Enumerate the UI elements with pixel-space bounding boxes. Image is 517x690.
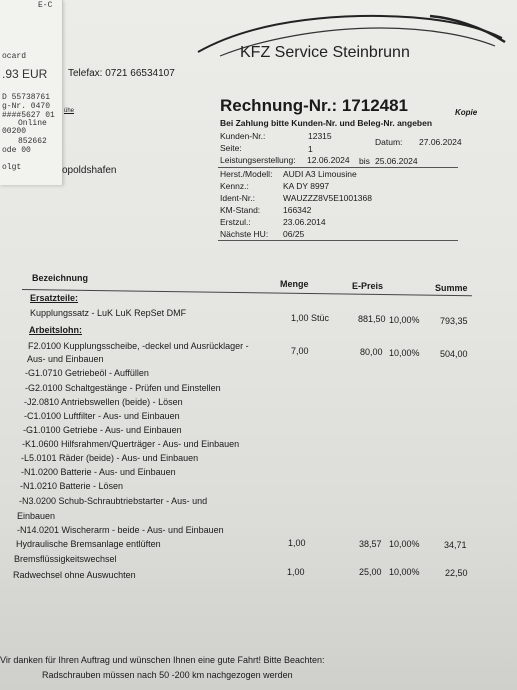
date-label: Datum: bbox=[375, 137, 403, 147]
customer-number-label: Kunden-Nr.: bbox=[220, 131, 266, 141]
labor-detail-line: -J2.0810 Antriebswellen (beide) - Lösen bbox=[24, 397, 183, 407]
receipt-line: 852662 bbox=[18, 137, 47, 146]
divider bbox=[218, 167, 458, 168]
line-item-quantity: 1,00 Stüc bbox=[291, 313, 330, 323]
invoice-date: 27.06.2024 bbox=[419, 137, 462, 147]
labor-detail-line: Einbauen bbox=[17, 511, 56, 521]
line-item-description: Bremsflüssigkeitswechsel bbox=[14, 554, 117, 564]
divider bbox=[218, 240, 458, 241]
footer-note: Radschrauben müssen nach 50 -200 km nachgezogen werden bbox=[42, 670, 293, 680]
line-item-description: Radwechsel ohne Auswuchten bbox=[13, 570, 136, 580]
line-item-quantity: 1,00 bbox=[288, 538, 306, 548]
address-street: opoldshafen bbox=[62, 165, 117, 176]
labor-detail-line: -K1.0600 Hilfsrahmen/Querträger - Aus- und Einbauen bbox=[22, 439, 240, 449]
line-item-quantity: 1,00 bbox=[287, 567, 305, 577]
registration-label: Erstzul.: bbox=[220, 217, 251, 227]
col-header-quantity: Menge bbox=[280, 279, 309, 289]
receipt-amount: .93 EUR bbox=[2, 67, 48, 81]
mileage-label: KM-Stand: bbox=[220, 205, 261, 215]
receipt-line: ocard bbox=[2, 52, 27, 61]
vin-label: Ident-Nr.: bbox=[220, 193, 255, 203]
labor-detail-line: -G1.0100 Getriebe - Aus- und Einbauen bbox=[23, 425, 182, 435]
line-item-total: 504,00 bbox=[440, 349, 468, 359]
receipt-side-label: ühe bbox=[64, 108, 75, 114]
line-item-total: 22,50 bbox=[445, 568, 468, 578]
line-item-total: 793,35 bbox=[440, 316, 468, 326]
receipt-line: ####5627 01 bbox=[2, 111, 55, 120]
line-item-unit-price: 881,50 bbox=[358, 314, 386, 324]
line-item-tax: 10,00% bbox=[389, 348, 420, 358]
line-item-description: Hydraulische Bremsanlage entlüften bbox=[16, 539, 161, 549]
receipt-line: Online bbox=[18, 119, 47, 128]
inspection-date: 06/25 bbox=[283, 229, 305, 239]
labor-detail-line: -N3.0200 Schub-Schraubtriebstarter - Aus- und bbox=[19, 496, 208, 506]
line-item-tax: 10,00% bbox=[389, 539, 420, 549]
labor-detail-line: -G2.0100 Schaltgestänge - Prüfen und Einstellen bbox=[25, 383, 221, 393]
line-item-quantity: 7,00 bbox=[291, 346, 309, 356]
col-header-unit-price: E-Preis bbox=[352, 281, 384, 291]
invoice-number: Rechnung-Nr.: 1712481 bbox=[220, 96, 409, 115]
labor-detail-line: -G1.0710 Getriebeöl - Auffüllen bbox=[25, 368, 149, 378]
payment-notice: Bei Zahlung bitte Kunden-Nr. und Beleg-Nr. angeben bbox=[220, 118, 433, 128]
receipt-line: D 55738761 bbox=[2, 93, 51, 102]
copy-label: Kopie bbox=[455, 108, 478, 117]
receipt-line: olgt bbox=[2, 163, 22, 172]
inspection-label: Nächste HU: bbox=[220, 229, 269, 239]
line-item-tax: 10,00% bbox=[389, 567, 420, 577]
line-item-unit-price: 25,00 bbox=[359, 567, 382, 577]
labor-detail-line: -C1.0100 Luftfilter - Aus- und Einbauen bbox=[24, 411, 180, 421]
service-bis: bis bbox=[359, 156, 370, 166]
divider bbox=[22, 289, 472, 296]
line-item-description: F2.0100 Kupplungsscheibe, -deckel und Ausrücklager - bbox=[28, 341, 249, 351]
company-name: KFZ Service Steinbrunn bbox=[240, 44, 410, 61]
service-period-label: Leistungserstellung: bbox=[220, 155, 296, 165]
fax-number: Telefax: 0721 66534107 bbox=[68, 68, 175, 79]
page-label: Seite: bbox=[220, 143, 242, 153]
receipt-line: g-Nr. 0470 bbox=[2, 102, 51, 111]
line-item-unit-price: 38,57 bbox=[359, 539, 382, 549]
col-header-description: Bezeichnung bbox=[32, 273, 89, 283]
line-item-description: Kupplungssatz - LuK LuK RepSet DMF bbox=[30, 308, 187, 318]
receipt-line: E-C bbox=[38, 1, 53, 10]
card-receipt bbox=[0, 0, 63, 185]
col-header-total: Summe bbox=[435, 283, 468, 293]
vehicle-model: AUDI A3 Limousine bbox=[283, 169, 357, 179]
service-from: 12.06.2024 bbox=[307, 155, 350, 165]
line-item-total: 34,71 bbox=[444, 540, 467, 550]
vehicle-model-label: Herst./Modell: bbox=[220, 169, 273, 179]
labor-detail-line: -N1.0200 Batterie - Aus- und Einbauen bbox=[21, 467, 176, 477]
line-item-unit-price: 80,00 bbox=[360, 347, 383, 357]
labor-detail-line: -N1.0210 Batterie - Lösen bbox=[20, 481, 124, 491]
labor-detail-line: -N14.0201 Wischerarm - beide - Aus- und Einbauen bbox=[17, 525, 224, 535]
line-item-tax: 10,00% bbox=[389, 315, 420, 325]
page-number: 1 bbox=[308, 144, 313, 154]
receipt-line: 00200 bbox=[2, 127, 27, 136]
section-parts: Ersatzteile: bbox=[30, 293, 79, 303]
service-to: 25.06.2024 bbox=[375, 156, 418, 166]
plate-label: Kennz.: bbox=[220, 181, 249, 191]
receipt-line: ode 00 bbox=[2, 146, 31, 155]
vin-value: WAUZZZ8V5E1001368 bbox=[283, 193, 372, 203]
mileage-value: 166342 bbox=[283, 205, 312, 215]
plate-number: KA DY 8997 bbox=[283, 181, 330, 191]
labor-detail-line: Aus- und Einbauen bbox=[27, 354, 104, 364]
customer-number: 12315 bbox=[308, 131, 332, 141]
registration-date: 23.06.2014 bbox=[283, 217, 326, 227]
labor-detail-line: -L5.0101 Räder (beide) - Aus- und Einbauen bbox=[21, 453, 199, 463]
footer-thanks: Vir danken für Ihren Auftrag und wünschen Ihnen eine gute Fahrt! Bitte Beachten: bbox=[0, 655, 325, 665]
section-labor: Arbeitslohn: bbox=[29, 325, 82, 335]
